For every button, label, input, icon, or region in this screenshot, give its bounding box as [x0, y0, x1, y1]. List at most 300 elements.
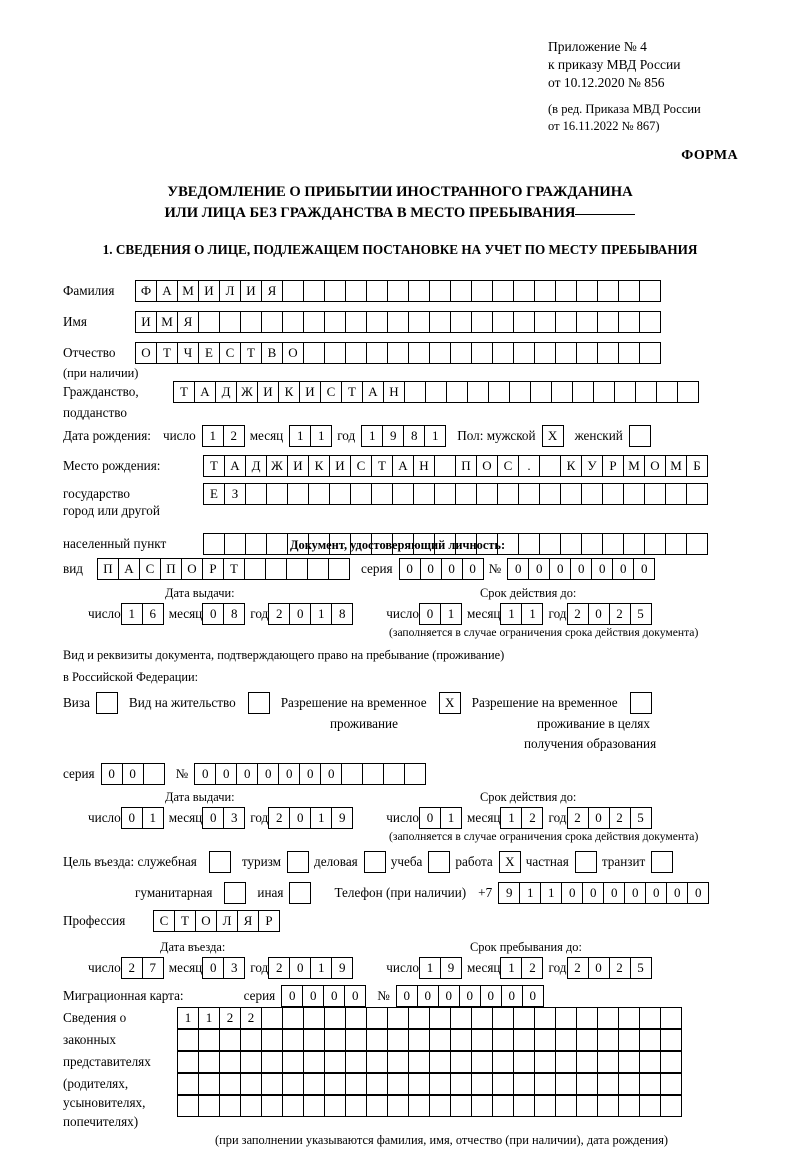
- form-cell[interactable]: [450, 280, 472, 302]
- form-cell[interactable]: [639, 311, 661, 333]
- form-cell[interactable]: К: [308, 455, 330, 477]
- form-cell[interactable]: [324, 1007, 346, 1029]
- form-cell[interactable]: К: [560, 455, 582, 477]
- stay-series-input[interactable]: [101, 763, 164, 785]
- mc-number-input[interactable]: [396, 985, 543, 1007]
- form-cell[interactable]: [450, 1029, 472, 1051]
- form-cell[interactable]: 0: [570, 558, 592, 580]
- purpose-tourism-checkbox[interactable]: [287, 851, 309, 873]
- form-cell[interactable]: [492, 1073, 514, 1095]
- form-cell[interactable]: [581, 533, 603, 555]
- form-cell[interactable]: [618, 311, 640, 333]
- form-cell[interactable]: 8: [403, 425, 425, 447]
- form-cell[interactable]: Н: [413, 455, 435, 477]
- form-cell[interactable]: Р: [202, 558, 224, 580]
- form-cell[interactable]: [513, 342, 535, 364]
- form-cell[interactable]: [425, 381, 447, 403]
- form-cell[interactable]: [618, 1007, 640, 1029]
- stay-valid-month-input[interactable]: [500, 807, 542, 829]
- form-cell[interactable]: [282, 1073, 304, 1095]
- form-cell[interactable]: [345, 342, 367, 364]
- form-cell[interactable]: 1: [310, 425, 332, 447]
- form-cell[interactable]: [476, 483, 498, 505]
- form-cell[interactable]: [450, 1051, 472, 1073]
- form-cell[interactable]: Т: [240, 342, 262, 364]
- form-cell[interactable]: [303, 1007, 325, 1029]
- form-cell[interactable]: 0: [462, 558, 484, 580]
- form-cell[interactable]: 9: [331, 957, 353, 979]
- form-cell[interactable]: [366, 1029, 388, 1051]
- form-cell[interactable]: [261, 1095, 283, 1117]
- visa-checkbox[interactable]: [96, 692, 118, 714]
- birthplace-line-2-input[interactable]: [203, 483, 707, 505]
- form-cell[interactable]: [387, 1029, 409, 1051]
- form-cell[interactable]: Т: [156, 342, 178, 364]
- form-cell[interactable]: И: [198, 280, 220, 302]
- phone-input[interactable]: [498, 882, 708, 904]
- form-cell[interactable]: [177, 1029, 199, 1051]
- form-cell[interactable]: 0: [420, 558, 442, 580]
- purpose-business-checkbox[interactable]: [364, 851, 386, 873]
- form-cell[interactable]: 0: [582, 882, 604, 904]
- form-cell[interactable]: 5: [630, 603, 652, 625]
- form-cell[interactable]: Л: [216, 910, 238, 932]
- form-cell[interactable]: С: [497, 455, 519, 477]
- form-cell[interactable]: [555, 311, 577, 333]
- form-cell[interactable]: Т: [371, 455, 393, 477]
- form-cell[interactable]: 2: [219, 1007, 241, 1029]
- form-cell[interactable]: 2: [567, 807, 589, 829]
- form-cell[interactable]: О: [195, 910, 217, 932]
- form-cell[interactable]: 0: [323, 985, 345, 1007]
- form-cell[interactable]: [408, 1007, 430, 1029]
- form-cell[interactable]: [287, 483, 309, 505]
- form-cell[interactable]: 0: [441, 558, 463, 580]
- form-cell[interactable]: [677, 381, 699, 403]
- form-cell[interactable]: 0: [561, 882, 583, 904]
- form-cell[interactable]: [261, 311, 283, 333]
- form-cell[interactable]: [597, 1029, 619, 1051]
- form-cell[interactable]: [513, 1073, 535, 1095]
- form-cell[interactable]: [513, 1051, 535, 1073]
- legal-rep-line-5-input[interactable]: [177, 1095, 681, 1117]
- form-cell[interactable]: [534, 1029, 556, 1051]
- form-cell[interactable]: [450, 1095, 472, 1117]
- form-cell[interactable]: П: [160, 558, 182, 580]
- entry-day-input[interactable]: [121, 957, 163, 979]
- form-cell[interactable]: [408, 311, 430, 333]
- form-cell[interactable]: [623, 483, 645, 505]
- form-cell[interactable]: [266, 483, 288, 505]
- form-cell[interactable]: [555, 280, 577, 302]
- form-cell[interactable]: [324, 1095, 346, 1117]
- form-cell[interactable]: 0: [289, 957, 311, 979]
- form-cell[interactable]: [362, 763, 384, 785]
- form-cell[interactable]: 7: [142, 957, 164, 979]
- form-cell[interactable]: [446, 381, 468, 403]
- stay-number-input[interactable]: [194, 763, 425, 785]
- form-cell[interactable]: Е: [198, 342, 220, 364]
- form-cell[interactable]: 0: [588, 603, 610, 625]
- form-cell[interactable]: [534, 311, 556, 333]
- form-cell[interactable]: [244, 558, 266, 580]
- form-cell[interactable]: [404, 763, 426, 785]
- form-cell[interactable]: И: [329, 455, 351, 477]
- doc-issue-month-input[interactable]: [202, 603, 244, 625]
- form-cell[interactable]: [240, 1095, 262, 1117]
- form-cell[interactable]: [224, 533, 246, 555]
- purpose-other-checkbox[interactable]: [289, 882, 311, 904]
- form-cell[interactable]: [513, 1095, 535, 1117]
- form-cell[interactable]: [345, 1095, 367, 1117]
- stay-until-month-input[interactable]: [500, 957, 542, 979]
- form-cell[interactable]: [576, 1051, 598, 1073]
- form-cell[interactable]: [450, 342, 472, 364]
- form-cell[interactable]: И: [240, 280, 262, 302]
- form-cell[interactable]: [555, 1073, 577, 1095]
- form-cell[interactable]: [371, 483, 393, 505]
- form-cell[interactable]: [618, 1051, 640, 1073]
- form-cell[interactable]: [509, 381, 531, 403]
- form-cell[interactable]: 0: [396, 985, 418, 1007]
- form-cell[interactable]: [392, 483, 414, 505]
- form-cell[interactable]: [597, 1095, 619, 1117]
- form-cell[interactable]: [308, 483, 330, 505]
- form-cell[interactable]: 2: [121, 957, 143, 979]
- form-cell[interactable]: 1: [540, 882, 562, 904]
- form-cell[interactable]: [534, 280, 556, 302]
- form-cell[interactable]: [639, 342, 661, 364]
- form-cell[interactable]: [644, 483, 666, 505]
- form-cell[interactable]: С: [139, 558, 161, 580]
- form-cell[interactable]: [471, 342, 493, 364]
- form-cell[interactable]: 0: [507, 558, 529, 580]
- form-cell[interactable]: [492, 342, 514, 364]
- form-cell[interactable]: 0: [528, 558, 550, 580]
- form-cell[interactable]: 2: [609, 603, 631, 625]
- form-cell[interactable]: [534, 342, 556, 364]
- form-cell[interactable]: 1: [310, 807, 332, 829]
- form-cell[interactable]: [644, 533, 666, 555]
- form-cell[interactable]: [660, 1051, 682, 1073]
- form-cell[interactable]: 9: [440, 957, 462, 979]
- doc-valid-year-input[interactable]: [567, 603, 651, 625]
- form-cell[interactable]: [219, 1051, 241, 1073]
- form-cell[interactable]: 0: [417, 985, 439, 1007]
- patronymic-input[interactable]: [135, 342, 660, 364]
- form-cell[interactable]: 0: [202, 807, 224, 829]
- form-cell[interactable]: С: [219, 342, 241, 364]
- form-cell[interactable]: [324, 342, 346, 364]
- form-cell[interactable]: 0: [419, 603, 441, 625]
- form-cell[interactable]: [434, 455, 456, 477]
- form-cell[interactable]: [539, 455, 561, 477]
- form-cell[interactable]: 1: [440, 807, 462, 829]
- form-cell[interactable]: [639, 1095, 661, 1117]
- form-cell[interactable]: [593, 381, 615, 403]
- form-cell[interactable]: [350, 483, 372, 505]
- form-cell[interactable]: [576, 1007, 598, 1029]
- form-cell[interactable]: [387, 1051, 409, 1073]
- form-cell[interactable]: М: [665, 455, 687, 477]
- form-cell[interactable]: А: [392, 455, 414, 477]
- form-cell[interactable]: [686, 533, 708, 555]
- form-cell[interactable]: 0: [278, 763, 300, 785]
- form-cell[interactable]: [303, 1095, 325, 1117]
- form-cell[interactable]: [198, 311, 220, 333]
- form-cell[interactable]: [635, 381, 657, 403]
- form-cell[interactable]: [303, 1029, 325, 1051]
- form-cell[interactable]: 2: [609, 957, 631, 979]
- form-cell[interactable]: 3: [223, 957, 245, 979]
- form-cell[interactable]: [219, 1073, 241, 1095]
- form-cell[interactable]: [203, 533, 225, 555]
- form-cell[interactable]: [555, 1051, 577, 1073]
- form-cell[interactable]: [177, 1095, 199, 1117]
- form-cell[interactable]: [198, 1029, 220, 1051]
- form-cell[interactable]: [366, 1007, 388, 1029]
- doc-number-input[interactable]: [507, 558, 654, 580]
- form-cell[interactable]: [261, 1073, 283, 1095]
- form-cell[interactable]: [471, 1029, 493, 1051]
- form-cell[interactable]: [665, 533, 687, 555]
- form-cell[interactable]: 1: [519, 882, 541, 904]
- form-cell[interactable]: [408, 1029, 430, 1051]
- form-cell[interactable]: 0: [591, 558, 613, 580]
- entry-year-input[interactable]: [268, 957, 352, 979]
- form-cell[interactable]: 2: [521, 807, 543, 829]
- form-cell[interactable]: 1: [521, 603, 543, 625]
- form-cell[interactable]: [572, 381, 594, 403]
- form-cell[interactable]: [303, 311, 325, 333]
- form-cell[interactable]: [597, 1073, 619, 1095]
- form-cell[interactable]: [597, 1007, 619, 1029]
- birth-month-input[interactable]: [289, 425, 331, 447]
- form-cell[interactable]: [387, 342, 409, 364]
- form-cell[interactable]: [366, 1051, 388, 1073]
- form-cell[interactable]: [219, 1095, 241, 1117]
- form-cell[interactable]: И: [287, 455, 309, 477]
- form-cell[interactable]: [408, 1095, 430, 1117]
- form-cell[interactable]: [513, 1007, 535, 1029]
- form-cell[interactable]: .: [518, 455, 540, 477]
- form-cell[interactable]: 2: [240, 1007, 262, 1029]
- form-cell[interactable]: [219, 311, 241, 333]
- form-cell[interactable]: [618, 1073, 640, 1095]
- stay-until-year-input[interactable]: [567, 957, 651, 979]
- form-cell[interactable]: 0: [480, 985, 502, 1007]
- form-cell[interactable]: З: [224, 483, 246, 505]
- form-cell[interactable]: [324, 280, 346, 302]
- form-cell[interactable]: Я: [177, 311, 199, 333]
- form-cell[interactable]: 2: [268, 807, 290, 829]
- form-cell[interactable]: Т: [173, 381, 195, 403]
- form-cell[interactable]: [307, 558, 329, 580]
- form-cell[interactable]: [450, 1073, 472, 1095]
- form-cell[interactable]: [518, 483, 540, 505]
- form-cell[interactable]: [555, 1007, 577, 1029]
- form-cell[interactable]: [282, 1051, 304, 1073]
- form-cell[interactable]: Т: [174, 910, 196, 932]
- form-cell[interactable]: [450, 311, 472, 333]
- form-cell[interactable]: [639, 280, 661, 302]
- form-cell[interactable]: 0: [624, 882, 646, 904]
- form-cell[interactable]: 9: [331, 807, 353, 829]
- edu-residence-checkbox[interactable]: [630, 692, 652, 714]
- form-cell[interactable]: К: [278, 381, 300, 403]
- form-cell[interactable]: [492, 311, 514, 333]
- form-cell[interactable]: [345, 1029, 367, 1051]
- form-cell[interactable]: [555, 1029, 577, 1051]
- form-cell[interactable]: И: [257, 381, 279, 403]
- form-cell[interactable]: Л: [219, 280, 241, 302]
- form-cell[interactable]: [345, 1073, 367, 1095]
- form-cell[interactable]: Е: [203, 483, 225, 505]
- form-cell[interactable]: 0: [302, 985, 324, 1007]
- form-cell[interactable]: В: [261, 342, 283, 364]
- form-cell[interactable]: Ф: [135, 280, 157, 302]
- form-cell[interactable]: [555, 342, 577, 364]
- form-cell[interactable]: [576, 1029, 598, 1051]
- form-cell[interactable]: [198, 1051, 220, 1073]
- form-cell[interactable]: [614, 381, 636, 403]
- form-cell[interactable]: [303, 1073, 325, 1095]
- form-cell[interactable]: И: [135, 311, 157, 333]
- form-cell[interactable]: [408, 1051, 430, 1073]
- form-cell[interactable]: [534, 1095, 556, 1117]
- form-cell[interactable]: [560, 483, 582, 505]
- form-cell[interactable]: Р: [258, 910, 280, 932]
- profession-input[interactable]: [153, 910, 279, 932]
- form-cell[interactable]: А: [224, 455, 246, 477]
- form-cell[interactable]: 1: [424, 425, 446, 447]
- form-cell[interactable]: [660, 1073, 682, 1095]
- stay-issue-year-input[interactable]: [268, 807, 352, 829]
- form-cell[interactable]: [324, 1051, 346, 1073]
- form-cell[interactable]: [198, 1073, 220, 1095]
- form-cell[interactable]: [576, 342, 598, 364]
- form-cell[interactable]: [497, 483, 519, 505]
- form-cell[interactable]: [618, 280, 640, 302]
- form-cell[interactable]: [245, 483, 267, 505]
- legal-rep-line-3-input[interactable]: [177, 1051, 681, 1073]
- form-cell[interactable]: 8: [331, 603, 353, 625]
- form-cell[interactable]: Ж: [266, 455, 288, 477]
- name-input[interactable]: [135, 311, 660, 333]
- form-cell[interactable]: [639, 1073, 661, 1095]
- form-cell[interactable]: 1: [198, 1007, 220, 1029]
- form-cell[interactable]: 2: [567, 957, 589, 979]
- form-cell[interactable]: О: [644, 455, 666, 477]
- form-cell[interactable]: 0: [399, 558, 421, 580]
- form-cell[interactable]: 0: [419, 807, 441, 829]
- form-cell[interactable]: М: [177, 280, 199, 302]
- form-cell[interactable]: Т: [203, 455, 225, 477]
- legal-rep-line-4-input[interactable]: [177, 1073, 681, 1095]
- form-cell[interactable]: 1: [177, 1007, 199, 1029]
- form-cell[interactable]: А: [156, 280, 178, 302]
- form-cell[interactable]: 0: [344, 985, 366, 1007]
- form-cell[interactable]: [576, 280, 598, 302]
- form-cell[interactable]: [450, 1007, 472, 1029]
- form-cell[interactable]: О: [282, 342, 304, 364]
- form-cell[interactable]: Я: [261, 280, 283, 302]
- form-cell[interactable]: [345, 1051, 367, 1073]
- form-cell[interactable]: [429, 1095, 451, 1117]
- form-cell[interactable]: [383, 763, 405, 785]
- birth-day-input[interactable]: [202, 425, 244, 447]
- birth-year-input[interactable]: [361, 425, 445, 447]
- citizenship-input[interactable]: [173, 381, 698, 403]
- form-cell[interactable]: 0: [549, 558, 571, 580]
- form-cell[interactable]: 2: [268, 957, 290, 979]
- form-cell[interactable]: [366, 1073, 388, 1095]
- form-cell[interactable]: О: [476, 455, 498, 477]
- form-cell[interactable]: П: [455, 455, 477, 477]
- form-cell[interactable]: 2: [268, 603, 290, 625]
- purpose-private-checkbox[interactable]: [575, 851, 597, 873]
- form-cell[interactable]: 0: [522, 985, 544, 1007]
- form-cell[interactable]: 0: [202, 957, 224, 979]
- form-cell[interactable]: 0: [320, 763, 342, 785]
- form-cell[interactable]: [656, 381, 678, 403]
- form-cell[interactable]: У: [581, 455, 603, 477]
- form-cell[interactable]: 1: [361, 425, 383, 447]
- form-cell[interactable]: 0: [633, 558, 655, 580]
- form-cell[interactable]: [518, 533, 540, 555]
- form-cell[interactable]: Я: [237, 910, 259, 932]
- form-cell[interactable]: О: [181, 558, 203, 580]
- form-cell[interactable]: [177, 1051, 199, 1073]
- form-cell[interactable]: 0: [687, 882, 709, 904]
- form-cell[interactable]: 0: [236, 763, 258, 785]
- form-cell[interactable]: [266, 533, 288, 555]
- form-cell[interactable]: [328, 558, 350, 580]
- form-cell[interactable]: [387, 1073, 409, 1095]
- stay-valid-year-input[interactable]: [567, 807, 651, 829]
- form-cell[interactable]: 1: [202, 425, 224, 447]
- form-cell[interactable]: 0: [194, 763, 216, 785]
- form-cell[interactable]: И: [299, 381, 321, 403]
- form-cell[interactable]: [324, 1029, 346, 1051]
- form-cell[interactable]: [286, 558, 308, 580]
- form-cell[interactable]: [282, 311, 304, 333]
- form-cell[interactable]: [387, 280, 409, 302]
- form-cell[interactable]: 0: [202, 603, 224, 625]
- form-cell[interactable]: Ч: [177, 342, 199, 364]
- form-cell[interactable]: [551, 381, 573, 403]
- stay-until-day-input[interactable]: [419, 957, 461, 979]
- doc-issue-day-input[interactable]: [121, 603, 163, 625]
- doc-type-input[interactable]: [97, 558, 349, 580]
- form-cell[interactable]: [366, 342, 388, 364]
- form-cell[interactable]: [366, 1095, 388, 1117]
- form-cell[interactable]: 1: [310, 957, 332, 979]
- form-cell[interactable]: 1: [121, 603, 143, 625]
- form-cell[interactable]: [492, 1095, 514, 1117]
- form-cell[interactable]: 9: [498, 882, 520, 904]
- form-cell[interactable]: 0: [257, 763, 279, 785]
- form-cell[interactable]: [513, 280, 535, 302]
- form-cell[interactable]: [660, 1095, 682, 1117]
- form-cell[interactable]: [240, 1029, 262, 1051]
- sex-female-checkbox[interactable]: [629, 425, 651, 447]
- form-cell[interactable]: 0: [289, 807, 311, 829]
- form-cell[interactable]: [429, 311, 451, 333]
- form-cell[interactable]: [219, 1029, 241, 1051]
- form-cell[interactable]: [530, 381, 552, 403]
- form-cell[interactable]: [471, 1007, 493, 1029]
